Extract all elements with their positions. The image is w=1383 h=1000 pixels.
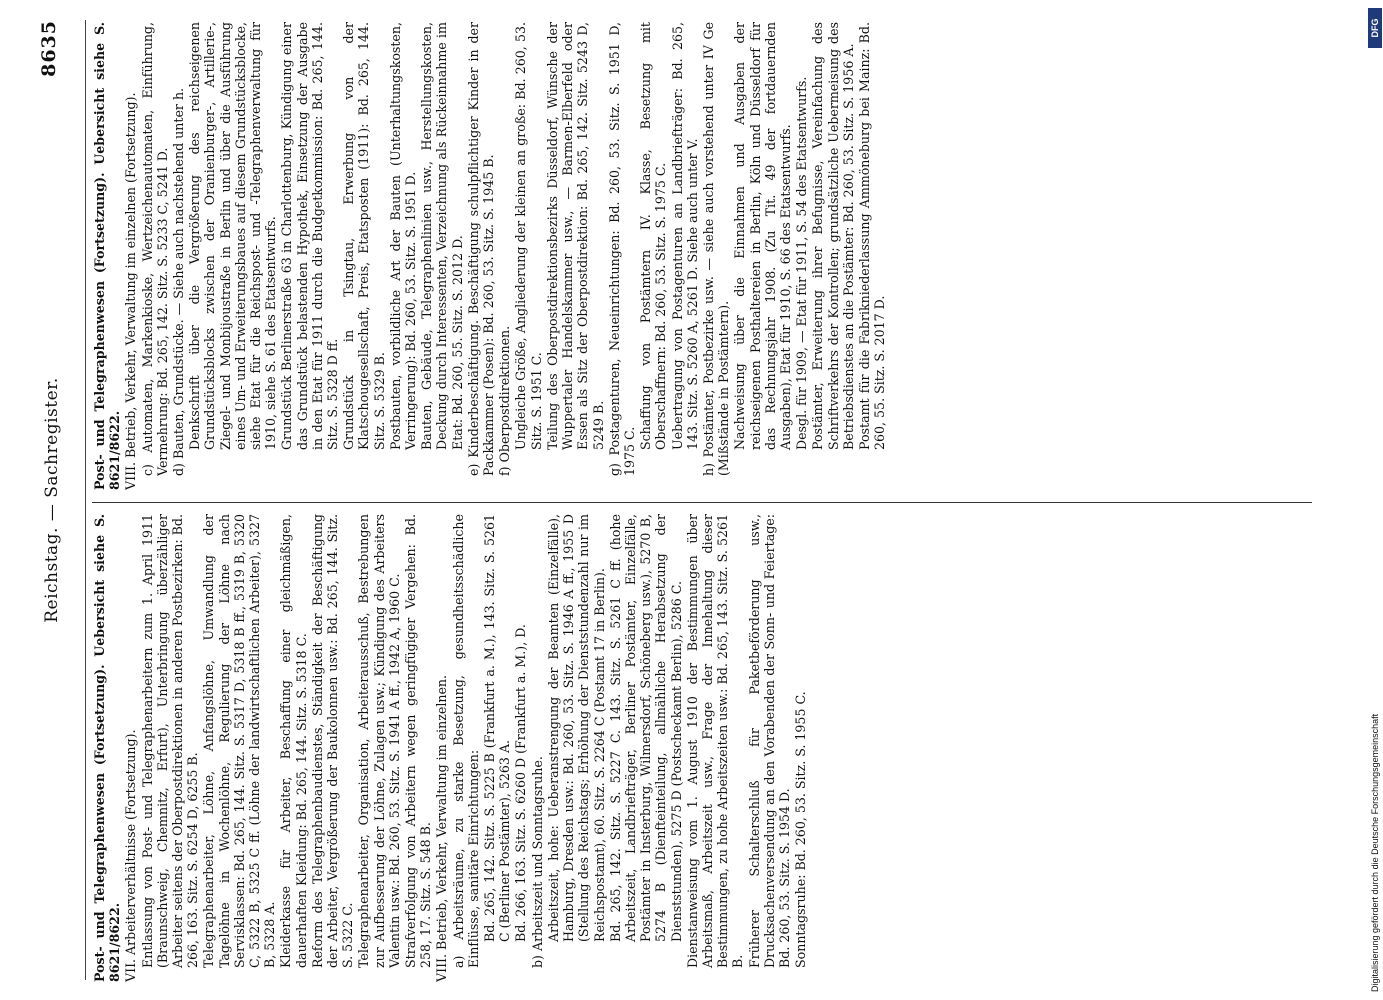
index-entry: Ungleiche Größe, Angliederung der kleinen an große: Bd. 260, 53. Sitz. S. 1951 C. xyxy=(513,22,544,450)
index-entry: Postbauten, vorbildliche Art der Bauten (Unterhaltungskosten, Verringerung): Bd. 260, 53. Sitz. S. 1951 D. xyxy=(387,22,419,450)
index-entry: Arbeitszeit, hohe: Ueberanstrengung der Beamten (Einzelfälle), Hamburg, Dresden usw.: Bd. 260, 53. Sitz. S. 1946 A ff., 1955 D (Stellung des Reichstags; Erhöhung der Dienststundenzahl nur im Reichspostamt), 60. Sitz. S. 2264 C (Postamt 17 in Berlin). xyxy=(545,514,607,942)
index-entry: Grundstück in Tsingtau, Erwerbung von der Klatschougesellschaft, Preis, Etatsposten (1911): Bd. 265, 144. Sitz. S. 5329 B. xyxy=(341,22,387,450)
index-entry: Grundstück Berlinerstraße 63 in Charlottenburg, Kündigung einer das Grundstück belastenden Hypothek, Einsetzung der Ausgabe in den Etat für 1911 durch die Budgetkommission: Bd. 265, 144. Sitz. S. 5328 D ff. xyxy=(279,22,341,450)
index-entry: Desgl. für 1909, — Etat für 1911, S. 54 des Etatsentwurfs. xyxy=(794,76,810,450)
page-header xyxy=(0,0,90,1000)
index-entry: Postämter, Erweiterung ihrer Befugnisse, Vereinfachung des Schriftverkehrs der Kontrollen; grundsätzliche Uebermeisung des Betriebsdienstes an die Postämter: Bd. 260, 53. Sitz. S. 1956 A. xyxy=(810,22,856,450)
index-entry: Postamt für die Fabrikniederlassung Ammöneburg bei Mainz: Bd. 260, 55. Sitz. S. 2017 D. xyxy=(856,22,888,450)
index-entry: h) Postämter, Postbezirke usw. — siehe auch vorstehend unter IV Ge (Mißstände in Postämtern). xyxy=(700,22,732,476)
index-entry: Denkschrift über die Vergrößerung des reichseigenen Grundstücksblocks zwischen der Oranienburger-, Artillerie-, Ziegel- und Monbijoustraße in Berlin und über die Ausführung eines Um- und Erweiterungsbaues auf diesem Grundstücksblocke, siehe Etat für die Reichspost- und -Telegraphenverwaltung für 1910, siehe S. 61 des Etatsentwurfs. xyxy=(187,22,279,450)
index-entry: VIII. Betrieb, Verkehr, Verwaltung im einzelnen (Fortsetzung). xyxy=(123,92,139,490)
index-entry: Bd. 265, 142. Sitz. S. 5227 C. 143. Sitz. S. 5261 C ff. (hohe Arbeitszeit, Landbriefträger, Berliner Postämter, Einzelfälle, Postämter in Insterburg, Wilmersdorf, Schöneberg usw.), 5270 B, 5274 B (Dienfteinteilung, allmähliche Herabsetzung der Dienststunden), 5275 D (Postscheckamt Berlin), 5286 C. xyxy=(607,514,684,942)
index-entry: Teilung des Oberpostdirektionsbezirks Düsseldorf, Wünsche der Wuppertaler Handelskammer usw., — Barmen-Elberfeld oder Essen als Sitz der Oberpostdirektion: Bd. 265, 142. Sitz. 5243 D, 5249 B. xyxy=(544,22,606,450)
index-entry: Früherer Schalterschluß für Paketbeförderung usw., Drucksachenversendung an den Vorabenden der Sonn- und Feiertage: Bd. 260, 53. Sitz. S. 1954 D. xyxy=(746,514,792,968)
index-entry: Bd. 266, 163. Sitz. S. 6260 D (Frankfurt a. M.), D. xyxy=(513,624,529,942)
dfg-logo xyxy=(1368,8,1382,48)
index-entry: Nachweisung über die Einnahmen und Ausgaben der reichseigenen Posthaltereien in Berlin, Köln und Düsseldorf für das Rechnungsjahr 1908. (Zu Tit. 49 der fortdauernden Ausgaben), Etat für 1910, S. 66 des Etatsentwurfs. xyxy=(732,22,793,450)
index-entry: Bauten, Gebäude, Telegraphenlinien usw., Herstellungskosten, Deckung durch Interessenten, Verzeichnung als Rückeinnahme im Etat: Bd. 260, 55. Sitz. S. 2012 D. xyxy=(419,22,465,450)
index-entry: c) Automaten, Markenkioske, Wertzeichenautomaten, Einführung, Vermehrung: Bd. 265, 142. Sitz. S. 5233 C, 5241 D. xyxy=(139,22,170,476)
index-entry: VII. Arbeiterverhältnisse (Fortsetzung). xyxy=(123,729,139,982)
index-entry: Reform des Telegraphenbaudienstes, Ständigkeit der Beschäftigung der Arbeiter, Vergrößerung der Baukolonnen usw.: Bd. 265, 144. Sitz. S. 5322 C. xyxy=(309,514,356,968)
index-entry: Bd. 265, 142. Sitz. S. 5225 B (Frankfurt a. M.), 143. Sitz. S. 5261 C (Berliner Postämter), 5263 A. xyxy=(482,514,513,942)
index-entry: Strafverfolgung von Arbeitern wegen geringfügiger Vergehen: Bd. 258, 17. Sitz. S. 548 B. xyxy=(403,514,434,968)
index-entry: g) Postagenturen, Neueinrichtungen: Bd. 260, 53. Sitz. S. 1951 D, 1975 C. xyxy=(606,22,637,476)
index-entry: b) Arbeitszeit und Sonntagsruhe. xyxy=(529,756,545,968)
index-entry: Schaffung von Postämtern IV. Klasse, Besetzung mit Oberschaffnern: Bd. 260, 53. Sitz. S. 1975 C. xyxy=(638,22,669,450)
right-column xyxy=(92,22,1357,490)
watermark-text: Digitalisierung gefördert durch die Deutsche Forschungsgemeinschaft xyxy=(1370,713,1380,992)
index-entry: Sonntagsruhe: Bd. 260, 53. Sitz. S. 1955 C. xyxy=(793,691,809,968)
index-entry: f) Oberpostdirektionen. xyxy=(497,325,513,476)
index-entry: Kleiderkasse für Arbeiter, Beschaffung einer gleichmäßigen, dauerhaften Kleidung: Bd. 265, 144. Sitz. S. 5318 C. xyxy=(278,514,309,968)
digitization-watermark xyxy=(1368,8,1382,992)
left-column xyxy=(92,514,1357,982)
index-entry: a) Arbeitsräume, zu starke Besetzung, gesundheitsschädliche Einflüsse, sanitäre Einrichtungen: xyxy=(450,514,481,968)
index-entry: d) Bauten, Grundstücke. — Siehe auch nachstehend unter h. xyxy=(171,87,187,476)
index-entry: Telegraphenarbeiter, Löhne, Anfangslöhne, Umwandlung der Tagelöhne in Wochenlöhne, Regulierung der Löhne nach Servisklassen: Bd. 265, 144. Sitz. S. 5317 D, 5318 B ff., 5319 B, 5320 C, 5322 B, 5325 C ff. (Löhne der landwirtschaftlichen Arbeiter), 5327 B, 5328 A. xyxy=(201,514,278,968)
index-entry: Uebertragung von Postagenturen an Landbriefträger: Bd. 265, 143. Sitz. S. 5260 A, 5261 D. Siehe auch unter V. xyxy=(669,22,700,450)
index-entry: Entlassung von Post- und Telegraphenarbeitern zum 1. April 1911 (Braunschweig, Chemnitz, Erfurt), Unterbringung überzähliger Arbeiter seitens der Oberpostdirektionen in anderen Postbezirken: Bd. 266, 163. Sitz. S. 6254 D, 6255 B. xyxy=(139,514,201,968)
dfg-logo-text: DFG xyxy=(1370,18,1380,38)
index-entry: Post- und Telegraphenwesen (Fortsetzung). Uebersicht siehe S. 8621/8622. xyxy=(92,22,123,490)
header-rule xyxy=(85,20,86,980)
index-entry: Dienstanweisung vom 1. August 1910 der Bestimmungen über Arbeitsmaß, Arbeitszeit usw., Frage der Innehaltung dieser Bestimmungen, zu hohe Arbeitszeiten usw.: Bd. 265, 143. Sitz. S. 5261 B. xyxy=(684,514,746,968)
index-entry: Telegraphenarbeiter, Organisation, Arbeiterausschuß, Bestrebungen zur Aufbesserung der Löhne, Zulagen usw.; Kündigung des Arbeiters Valentin usw.: Bd. 260, 53. Sitz. S. 1941 A ff., 1942 A, 1960 C. xyxy=(356,514,402,968)
page-number: 8635 xyxy=(38,20,60,77)
column-divider xyxy=(92,502,1312,503)
index-entry: VIII. Betrieb, Verkehr, Verwaltung im einzelnen. xyxy=(434,674,450,982)
index-entry: e) Kinderbeschäftigung. Beschäftigung schulpflichtiger Kinder in der Packkammer (Posen): Bd. 260, 53. Sitz. S. 1945 B. xyxy=(465,22,497,476)
index-entry: Post- und Telegraphenwesen (Fortsetzung). Uebersicht siehe S. 8621/8622. xyxy=(92,514,123,982)
running-head: Reichstag. — Sachregister. xyxy=(42,377,62,623)
